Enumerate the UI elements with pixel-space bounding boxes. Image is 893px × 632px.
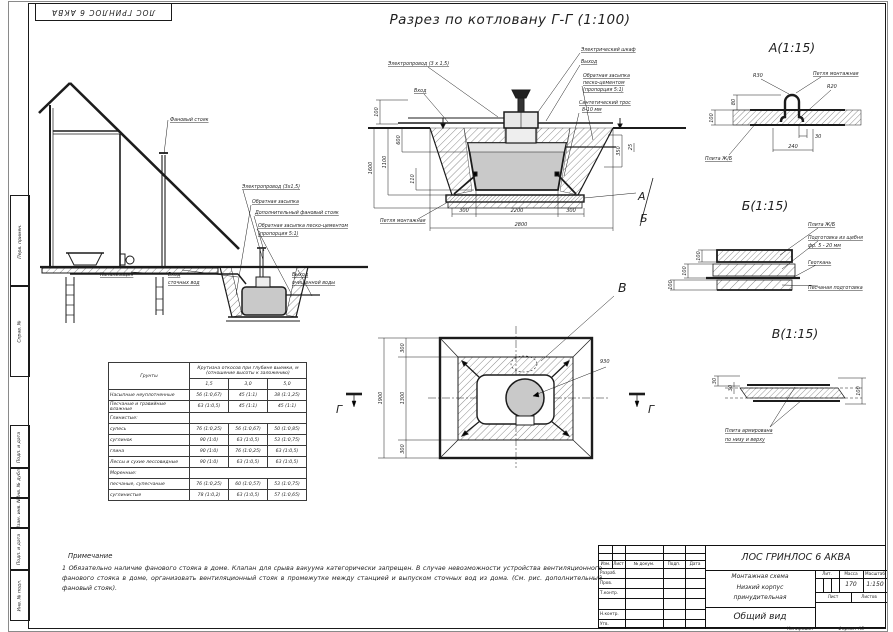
soil-table [108,362,307,501]
kopiroval-label: Копировал [786,627,814,632]
house-section-view [30,55,370,345]
detail-v-dim-30-2: 30 [728,384,734,392]
table-row: Моренные: [109,468,307,479]
house-backfill-cement-label-2: (пропорция 5:1) [258,232,299,237]
table-row: песчаные, супесчаные 76 (1:0,25) 60 (1:0,57) 53 (1:0,75) [109,479,307,490]
soil-header: Крутизна откосов при глубине выемки, м (отношение высоты к заложению) [190,363,307,379]
table-row: Лессы и сухие лессовидные 90 (1:0) 63 (1:0,5) 63 (1:0,5) [109,457,307,468]
main-title: Разрез по котловану Г-Г (1:100) [389,12,631,28]
pit-dim-25: 25 [628,143,634,151]
detail-b-dim-100-2: 100 [682,266,688,276]
format-label: Формат А3 [838,627,865,632]
detail-a-dim-30: 30 [815,134,822,140]
detail-a-dim-100: 100 [709,113,715,123]
corner-stamp [35,3,172,21]
title-block [598,545,886,628]
corner-stamp-text: ЛОС ГРИНЛОС 6 АКВА [51,7,156,17]
tb-col-data: Дата [689,560,701,566]
frame-box-sprav-no: Справ. № [10,285,30,377]
plan-dim-300-top: 300 [400,343,406,353]
grid-line [599,598,705,599]
table-row: Насыпные неуплотненные 56 (1:0,67) 45 (1:1) 38 (1:1,25) [109,390,307,401]
detail-a-r30: R30 [753,73,763,79]
house-electric-label: Электропровод (3х1,5) [242,185,301,190]
detail-b-dim-100-3: 100 [668,280,674,290]
tb-list-label: Лист [827,593,839,599]
plan-mark-g-left: Г [336,403,343,416]
tb-col-doc: № докум. [633,560,655,566]
frame-box-inv-dubl: Инв. № дубл. [10,467,30,499]
pit-backfill-label-2: песко-цементом [583,81,625,86]
detail-b-view [640,192,890,322]
tb-masshtab-label: Масштаб [865,570,885,576]
house-outlet-label-1: Выход [292,273,309,278]
pit-rope-label-2: 8-10 мм [582,108,602,113]
pit-dim-300-left: 300 [459,208,469,214]
detail-b-structure [706,250,800,290]
pit-backfill-label-3: (пропорция 5:1) [583,88,624,93]
notes-body: 1 Обязательно наличие фанового стояка в доме. Клапан для срыва вакуума категорически запрещен. В случае невозможности устройства вентиляционного фанового стояка в доме, организовать вентиляционный стояк в промежутке между станцией и выпуском сточных вод из дома. (См. рис. дополнительный фановый стояк). [62,565,602,592]
detail-b-dim-100-1: 100 [696,251,702,261]
pit-dim-1600: 1600 [368,161,374,175]
table-row: Глинистые: [109,413,307,424]
house-extra-vent-label: Дополнительный фановый стояк [255,211,339,216]
detail-v-note-1: Плита армирована [725,429,773,434]
grid-line [815,602,887,603]
plan-mark-g-right: Г [648,403,655,416]
table-row: суглинистые 78 (1:0,2) 63 (1:0,5) 57 (1:0,65) [109,490,307,501]
pit-mark-a: А [638,190,646,203]
tb-col-izm: Изм. [600,560,611,566]
tb-doc-line-1: Монтажная схема [731,572,789,580]
detail-a-loop-label: Петля монтажная [813,72,859,77]
pit-loop-label: Петля монтажная [380,219,426,224]
detail-v-note-2: по низу и верху [725,438,765,443]
grid-line [685,546,686,629]
detail-v-title: В(1:15) [771,326,819,341]
grid-line [823,578,824,592]
pit-rope-label-1: Синтетический трос [579,101,631,106]
grid-line [625,546,626,629]
tb-row-nkontr: Н.контр. [600,610,619,616]
detail-a-structure [733,95,861,125]
detail-a-dim-80: 80 [731,98,737,106]
soil-col-groups: Грунты [109,363,190,390]
frame-box-inv-podl: Инв. № подл. [10,569,30,621]
tb-scale-value: 1:150 [866,580,884,588]
detail-b-slab-label: Плита Ж/Б [808,223,836,228]
pit-structure [368,90,686,226]
table-row: глина 90 (1:0) 76 (1:0,25) 63 (1:0,5) [109,446,307,457]
tb-row-razrab: Разраб. [600,569,617,575]
tb-massa-value: 170 [845,580,857,588]
tb-doc-line-2: Низкий корпус [736,583,784,591]
frame-box-podp-data-1: Подп. и дата [10,425,30,469]
frame-box-vzam-inv: Взам. инв. № [10,497,30,529]
detail-v-dim-100: 100 [856,386,862,396]
house-vent-stack-label: Фановый стояк [170,118,209,123]
pit-dim-2800: 2800 [514,222,528,228]
house-sewer-label: Канализация [100,273,134,278]
plan-dim-1900: 1900 [378,391,384,405]
detail-a-title: А(1:15) [768,40,816,55]
pit-dim-350: 350 [616,146,622,156]
plan-structure [428,326,608,468]
pit-dim-1100: 1100 [382,155,388,169]
pit-dim-600: 600 [396,135,402,145]
tb-view-name: Общий вид [733,612,787,623]
tb-product-name: ЛОС ГРИНЛОС 6 АКВА [741,551,851,563]
house-backfill-cement-label-1: Обратная засыпка песко-цементом [258,224,348,229]
plan-view [328,268,663,480]
pit-dim-300-right: 300 [566,208,576,214]
table-row: Песчаные и гравийные влажные 63 (1:0,5) 45 (1:1) 45 (1:1) [109,401,307,413]
tb-listov-label: Листов [861,593,877,599]
notes-title: Примечание [68,552,113,560]
detail-a-r20: R20 [827,84,837,90]
detail-b-gravel-label-2: фр. 5 - 20 мм [808,244,841,249]
plan-dim-1300: 1300 [400,391,406,405]
grid-line [831,578,832,592]
soil-table-wrap [108,362,307,501]
pit-dim-110: 110 [410,174,416,184]
tb-lit-label: Лит. [822,570,832,576]
house-inlet-label-1: Вход [168,273,181,278]
pit-backfill-label-1: Обратная засыпка [583,74,630,79]
plan-dim-300-bottom: 300 [400,444,406,454]
pit-inlet-label: Вход [414,89,427,94]
house-outlet-label-2: очищенной воды [292,281,336,286]
house-inlet-label-2: сточных вод [168,281,200,286]
detail-b-title: Б(1:15) [741,198,789,213]
detail-a-view [695,30,890,215]
pit-outlet-label: Выход [581,60,598,65]
pit-electric-label: Электропровод (3 х 1,5) [388,62,450,67]
frame-box-podp-data-2: Подп. и дата [10,527,30,571]
table-row: суглинок 90 (1:0) 63 (1:0,5) 53 (1:0,75) [109,435,307,446]
pit-mark-b: Б [640,212,648,225]
table-row: супесь 76 (1:0,25) 56 (1:0,67) 50 (1:0,85) [109,424,307,435]
detail-a-slab-label: Плита Ж/Б [705,157,733,162]
plan-dim-930: 930 [600,359,610,365]
tb-row-tkontr: Т.контр. [600,589,619,595]
pit-cabinet-label: Электрический шкаф [581,48,636,53]
plan-mark-v: В [618,280,627,295]
tb-doc-line-3: принудительная [733,593,787,601]
tb-col-list: Лист [613,560,624,566]
frame-box-perv-primen: Перв. примен. [10,195,30,287]
grid-line [663,546,664,629]
detail-a-dim-240: 240 [788,144,798,150]
table-row: 1,5 3,0 5,0 [109,379,307,390]
pit-dim-2200: 2200 [510,208,524,214]
tb-massa-label: Масса [844,570,858,576]
pit-dim-100: 100 [374,107,380,117]
detail-v-structure [725,385,862,401]
tb-row-utv: Утв. [600,620,609,626]
house-backfill-label: Обратная засыпка [252,200,299,205]
tb-col-podp: Подп. [667,560,681,566]
grid-line [599,553,705,554]
detail-b-geo-label: Геоткань [808,261,832,266]
detail-v-view [690,318,890,453]
tb-row-prov: Пров. [600,579,613,585]
detail-v-dim-30-1: 30 [712,377,718,385]
detail-b-gravel-label-1: Подготовка из щебня [808,236,863,241]
detail-b-sand-label: Песчаная подготовка [808,286,863,291]
